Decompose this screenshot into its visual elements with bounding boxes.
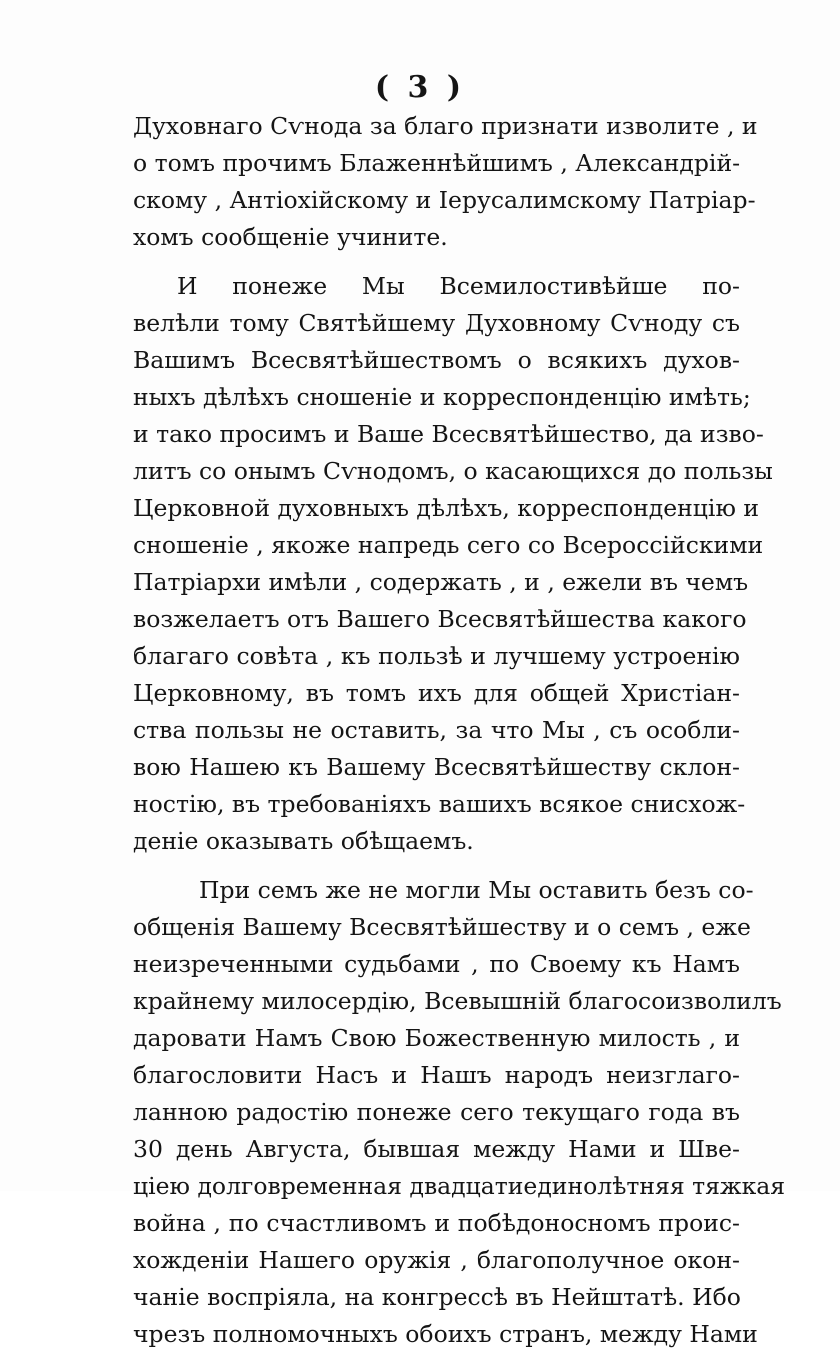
text-line: о томъ прочимъ Блаженнѣйшимъ , Александрій- xyxy=(133,149,741,177)
paragraph-gap xyxy=(133,860,740,872)
paragraph-2 xyxy=(133,268,773,860)
text-line: И понеже Мы Всемилостивѣйше по- xyxy=(177,272,740,300)
text-line: благословити Насъ и Нашъ народъ неизглаго- xyxy=(133,1061,740,1089)
text-line: скому , Антіохійскому и Іерусалимскому Патріар- xyxy=(133,186,756,214)
paragraph-gap xyxy=(133,256,740,268)
text-line: ностію, въ требованіяхъ вашихъ всякое снисхож- xyxy=(133,790,746,818)
text-line: Церковной духовныхъ дѣлѣхъ, корреспонденцію и xyxy=(133,494,760,522)
paragraph-3 xyxy=(133,872,786,1353)
text-line: крайнему милосердію, Всевышній благосоизволилъ xyxy=(133,987,782,1015)
text-line: даровати Намъ Свою Божественную милость , и xyxy=(133,1024,740,1052)
text-line: вою Нашею къ Вашему Всесвятѣйшеству склон- xyxy=(133,753,740,781)
page-number: ( 3 ) xyxy=(374,70,466,105)
text-line: ныхъ дѣлѣхъ сношеніе и корреспонденцію имѣть; xyxy=(133,383,751,411)
text-line: общенія Вашему Всесвятѣйшеству и о семъ , еже xyxy=(133,913,751,941)
text-line: и тако просимъ и Ваше Всесвятѣйшество, да изво- xyxy=(133,420,764,448)
text-line: благаго совѣта , къ пользѣ и лучшему устроенію xyxy=(133,642,740,670)
text-line: литъ со онымъ Сѵнодомъ, о касающихся до пользы xyxy=(133,457,773,485)
text-line: неизреченными судьбами , по Своему къ Намъ xyxy=(133,950,740,978)
body-text xyxy=(133,108,786,1353)
text-line: Патріархи имѣли , содержать , и , ежели въ чемъ xyxy=(133,568,749,596)
text-line: деніе оказывать обѣщаемъ. xyxy=(133,827,474,855)
text-line: хожденіи Нашего оружія , благополучное окон- xyxy=(133,1246,740,1274)
text-line: Церковному, въ томъ ихъ для общей Христіан- xyxy=(133,679,740,707)
text-line: Вашимъ Всесвятѣйшествомъ о всякихъ духов- xyxy=(133,346,740,374)
text-line: ства пользы не оставить, за что Мы , съ особли- xyxy=(133,716,740,744)
text-line: ланною радостію понеже сего текущаго года въ xyxy=(133,1098,740,1126)
text-line: сношеніе , якоже напредь сего со Всероссійскими xyxy=(133,531,764,559)
text-line: Духовнаго Сѵнода за благо признати изволите , и xyxy=(133,112,758,140)
text-line: чрезъ полномочныхъ обоихъ странъ, между Нами xyxy=(133,1320,758,1348)
text-line: хомъ сообщеніе учините. xyxy=(133,223,448,251)
paragraph-1 xyxy=(133,108,758,256)
text-line: При семъ же не могли Мы оставить безъ со- xyxy=(199,876,754,904)
text-line: война , по счастливомъ и побѣдоносномъ проис- xyxy=(133,1209,740,1237)
text-line: ціею долговременная двадцатиединолѣтняя тяжкая xyxy=(133,1172,786,1200)
text-line: велѣли тому Святѣйшему Духовному Сѵноду съ xyxy=(133,309,740,337)
text-line: возжелаетъ отъ Вашего Всесвятѣйшества какого xyxy=(133,605,747,633)
text-line: 30 день Августа, бывшая между Нами и Шве- xyxy=(133,1135,740,1163)
text-line: чаніе воспріяла, на конгрессѣ въ Нейштатѣ. Ибо xyxy=(133,1283,741,1311)
